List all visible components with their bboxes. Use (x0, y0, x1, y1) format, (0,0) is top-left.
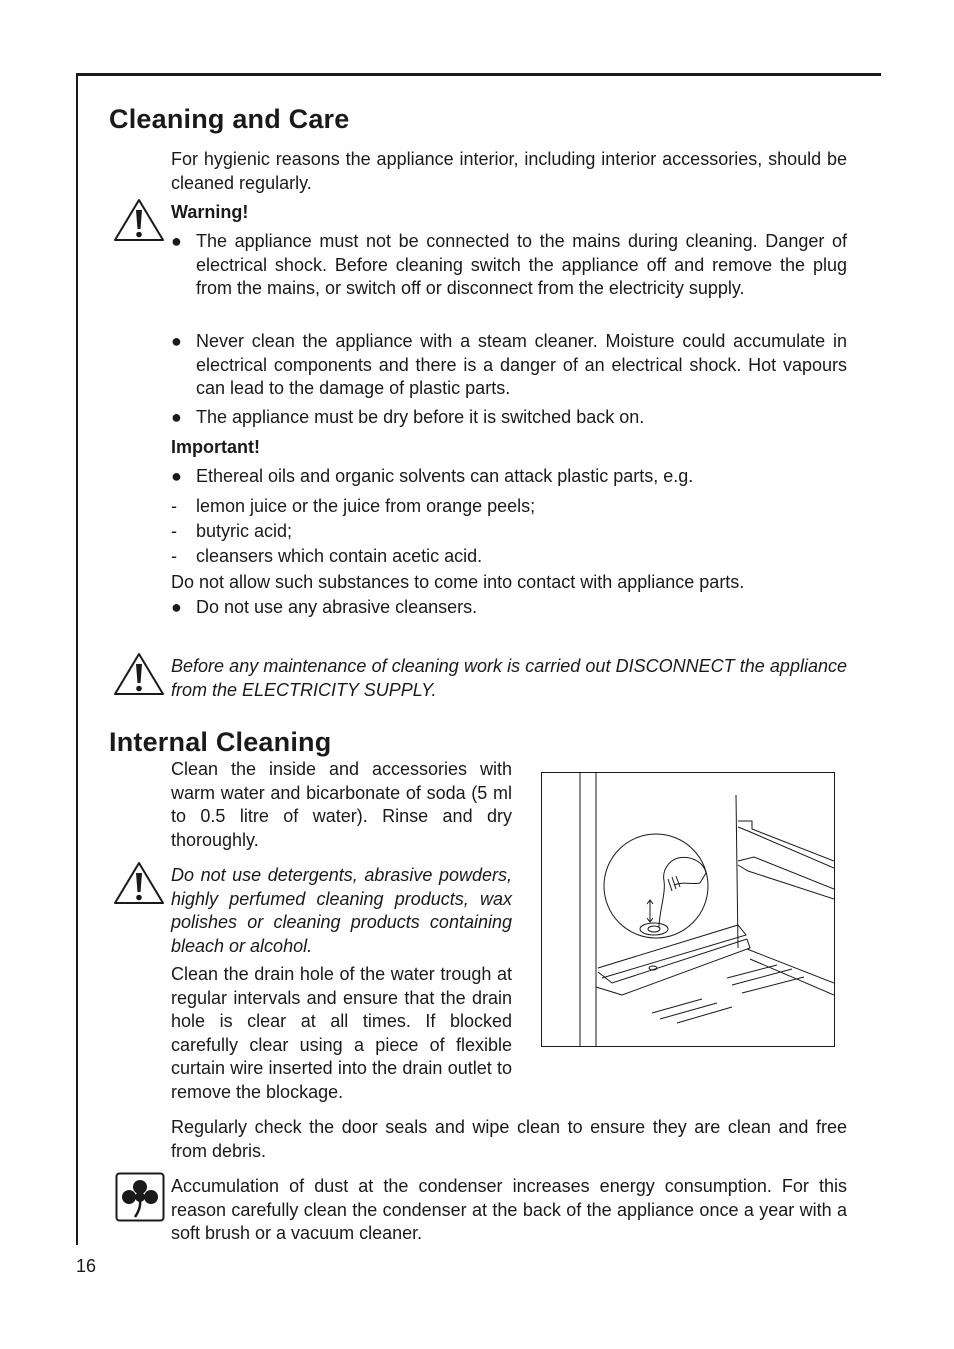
warning-bullet (171, 406, 847, 430)
dash-list-item (171, 520, 847, 544)
important-bullet-text: Ethereal oils and organic solvents can attack plastic parts, e.g. (196, 466, 694, 486)
dash-list-item-text: butyric acid; (196, 521, 293, 541)
dash-list-item-text: lemon juice or the juice from orange peels; (196, 496, 536, 516)
drain-hole-paragraph: Clean the drain hole of the water trough at regular intervals and ensure that the drain hole is clear at all times. If blocked carefully clear using a piece of flexible curtain wire inserted into the drain outlet to remove the blockage. (171, 964, 512, 1102)
warning-bullet-text: Never clean the appliance with a steam cleaner. Moisture could accumulate in electrical components and there is a danger of an electrical shock. Hot vapours can lead to the damage of plastic parts. (196, 331, 847, 398)
warning-bullet-text: The appliance must be dry before it is switched back on. (196, 407, 645, 427)
page-frame-top-rule (76, 73, 881, 76)
dash-list-item-text: cleansers which contain acetic acid. (196, 546, 483, 566)
fridge-interior-drawing (542, 773, 834, 1046)
bullet-mark: ● (171, 466, 182, 486)
internal-cleaning-paragraph: Clean the inside and accessories with warm water and bicarbonate of soda (5 ml to 0.5 litre of water). Rinse and dry thoroughly. (171, 759, 512, 850)
door-seals-paragraph: Regularly check the door seals and wipe clean to ensure they are clean and free from debris. (171, 1117, 847, 1161)
important-label: Important! (171, 437, 260, 457)
section-title-cleaning-and-care: Cleaning and Care (109, 104, 350, 134)
warning-bullet-text: The appliance must not be connected to the mains during cleaning. Danger of electrical shock. Before cleaning switch the appliance off and remove the plug from the mains, or switch off or disconnect from the electricity supply. (196, 231, 847, 298)
bullet-mark: ● (171, 331, 182, 351)
page-frame-left-rule (76, 73, 78, 1245)
warning-triangle-icon (111, 650, 167, 700)
intro-paragraph: For hygienic reasons the appliance interior, including interior accessories, should be cleaned regularly. (171, 149, 847, 193)
dash-mark: - (171, 521, 177, 541)
warning-triangle-icon (111, 196, 167, 246)
environment-tip-clover-icon (115, 1172, 165, 1222)
warning-label: Warning! (171, 202, 249, 222)
dash-list-item (171, 495, 847, 519)
dash-mark: - (171, 496, 177, 516)
bullet-mark: ● (171, 231, 182, 251)
section-title-internal-cleaning: Internal Cleaning (109, 727, 332, 757)
dash-list-item (171, 545, 847, 569)
warning-bullet (171, 330, 847, 401)
bullet-mark: ● (171, 407, 182, 427)
detergent-warning: Do not use detergents, abrasive powders, highly perfumed cleaning products, wax polishes or cleaning products containing bleach or alcohol. (171, 865, 512, 956)
abrasive-bullet (171, 596, 847, 620)
drain-hole-illustration (541, 772, 835, 1047)
page-number: 16 (76, 1256, 97, 1276)
no-contact-paragraph: Do not allow such substances to come into contact with appliance parts. (171, 572, 745, 592)
disconnect-warning: Before any maintenance of cleaning work is carried out DISCONNECT the appliance from the ELECTRICITY SUPPLY. (171, 656, 847, 700)
important-bullet (171, 465, 847, 489)
warning-triangle-icon (111, 859, 167, 909)
warning-bullet (171, 230, 847, 301)
abrasive-bullet-text: Do not use any abrasive cleansers. (196, 597, 478, 617)
condenser-note: Accumulation of dust at the condenser increases energy consumption. For this reason carefully clean the condenser at the back of the appliance once a year with a soft brush or a vacuum cleaner. (171, 1176, 847, 1243)
dash-mark: - (171, 546, 177, 566)
bullet-mark: ● (171, 597, 182, 617)
